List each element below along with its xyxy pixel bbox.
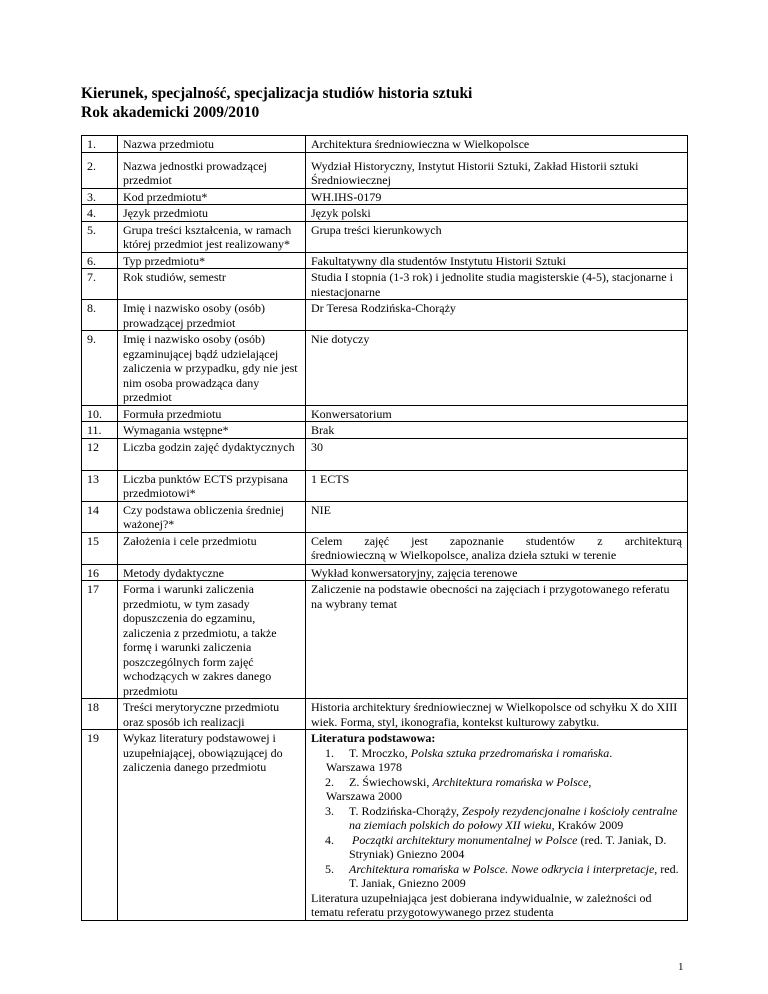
item-title: Początki architektury monumentalnej w Polsce (352, 832, 578, 847)
item-rest: , red. T. Janiak, Gniezno 2009 (349, 861, 679, 890)
row-label: Nazwa jednostki prowadzącej przedmiot (118, 152, 306, 188)
table-row (82, 331, 688, 406)
row-number: 13 (82, 470, 118, 501)
row-number: 2. (82, 152, 118, 188)
row-number: 4. (82, 205, 118, 222)
item-rest: (red. T. Janiak, D. Stryniak) Gniezno 2004 (349, 832, 667, 861)
literature-cell (306, 730, 688, 921)
row-label: Grupa treści kształcenia, w ramach której przedmiot jest realizowany* (118, 221, 306, 252)
row-label: Typ przedmiotu* (118, 252, 306, 269)
row-value (306, 532, 688, 564)
row-value: Konwersatorium (306, 405, 688, 422)
row-value: Historia architektury średniowiecznej w Wielkopolsce od schyłku X do XIII wiek. Forma, styl, ikonografia, kontekst kulturowy zabytku. (306, 699, 688, 730)
item-author: T. Mroczko, (349, 745, 411, 760)
row-label: Formuła przedmiotu (118, 405, 306, 422)
item-author: T. Rodzińska-Chorąży, (349, 803, 462, 818)
row-number: 7. (82, 269, 118, 300)
row-value: NIE (306, 501, 688, 532)
row-value: Wydział Historyczny, Instytut Historii Sztuki, Zakład Historii sztuki Średniowiecznej (306, 152, 688, 188)
row-number: 1. (82, 136, 118, 153)
item-number: 5. (325, 861, 334, 876)
table-row (82, 405, 688, 422)
table-row (82, 300, 688, 331)
item-rest: . (609, 745, 613, 760)
row-value: Architektura średniowieczna w Wielkopolsce (306, 136, 688, 153)
table-row (82, 581, 688, 699)
row-value: Zaliczenie na podstawie obecności na zajęciach i przygotowanego referatu na wybrany temat (306, 581, 688, 699)
table-row (82, 205, 688, 222)
course-info-table (81, 135, 688, 921)
table-row (82, 422, 688, 439)
row-number: 3. (82, 188, 118, 205)
row-value: Dr Teresa Rodzińska-Chorąży (306, 300, 688, 331)
title-line-1: Kierunek, specjalność, specjalizacja studiów historia sztuki (81, 85, 473, 102)
row-number: 10. (82, 405, 118, 422)
row-label: Treści merytoryczne przedmiotu oraz sposób ich realizacji (118, 699, 306, 730)
table-row (82, 699, 688, 730)
row-value: Język polski (306, 205, 688, 222)
list-item (311, 862, 682, 891)
row-label: Nazwa przedmiotu (118, 136, 306, 153)
row-label: Założenia i cele przedmiotu (118, 532, 306, 564)
item-title: Polska sztuka przedromańska i romańska (410, 745, 610, 760)
row-label: Imię i nazwisko osoby (osób) prowadzącej przedmiot (118, 300, 306, 331)
list-item (311, 775, 682, 804)
item-author: Z. Świechowski, (349, 774, 433, 789)
row-number: 6. (82, 252, 118, 269)
table-row (82, 501, 688, 532)
table-row (82, 730, 688, 921)
table-row (82, 470, 688, 501)
row-label: Kod przedmiotu* (118, 188, 306, 205)
row-value: WH.IHS-0179 (306, 188, 688, 205)
row-number: 17 (82, 581, 118, 699)
table-row (82, 188, 688, 205)
list-item (311, 804, 682, 833)
list-item (311, 746, 682, 775)
list-item (311, 833, 682, 862)
row-number: 19 (82, 730, 118, 921)
goals-line-2: średniowieczną w Wielkopolsce, analiza dzieła sztuki w terenie (311, 548, 617, 562)
item-rest: , Kraków 2009 (551, 818, 624, 832)
row-number: 5. (82, 221, 118, 252)
item-title: Architektura romańska w Polsce. Nowe odkrycia i interpretacje (349, 861, 655, 876)
row-value: Fakultatywny dla studentów Instytutu Historii Sztuki (306, 252, 688, 269)
row-label: Liczba punktów ECTS przypisana przedmiotowi* (118, 470, 306, 501)
table-row (82, 221, 688, 252)
page-number: 1 (678, 961, 684, 973)
table-row (82, 252, 688, 269)
row-value: 30 (306, 438, 688, 470)
table-row (82, 564, 688, 581)
row-number: 8. (82, 300, 118, 331)
item-title: Architektura romańska w Polsce (432, 774, 589, 789)
row-number: 12 (82, 438, 118, 470)
item-number: 4. (325, 832, 334, 847)
table-row (82, 438, 688, 470)
item-number: 2. (325, 774, 334, 789)
table-row (82, 532, 688, 564)
literature-heading: Literatura podstawowa: (311, 731, 436, 745)
row-number: 16 (82, 564, 118, 581)
item-title: Zespoły rezydencjonalne i kościoły centralne na ziemiach polskich do połowy XII wieku (349, 803, 678, 832)
row-label: Imię i nazwisko osoby (osób) egzaminującej bądź udzielającej zaliczenia w przypadku, gdy nie jest nim osoba prowadząca dany przedmiot (118, 331, 306, 406)
supplementary-literature: Literatura uzupełniająca jest dobierana indywidualnie, w zależności od tematu referatu przygotowywanego przez studenta (311, 890, 652, 919)
row-label: Metody dydaktyczne (118, 564, 306, 581)
row-value: Studia I stopnia (1-3 rok) i jednolite studia magisterskie (4-5), stacjonarne i niestacjonarne (306, 269, 688, 300)
goals-line-1: Celem zajęć jest zapoznanie studentów z architekturą (311, 533, 682, 548)
row-label: Język przedmiotu (118, 205, 306, 222)
row-label: Rok studiów, semestr (118, 269, 306, 300)
table-row (82, 269, 688, 300)
row-label: Forma i warunki zaliczenia przedmiotu, w tym zasady dopuszczenia do egzaminu, zaliczenia z przedmiotu, a także formę i warunki zaliczenia poszczególnych form zajęć wchodzących w zakres danego przedmiotu (118, 581, 306, 699)
row-number: 14 (82, 501, 118, 532)
row-label: Wymagania wstępne* (118, 422, 306, 439)
literature-list (311, 746, 682, 891)
row-value: Brak (306, 422, 688, 439)
row-label: Czy podstawa obliczenia średniej ważonej?* (118, 501, 306, 532)
row-value: Grupa treści kierunkowych (306, 221, 688, 252)
row-number: 11. (82, 422, 118, 439)
row-value: 1 ECTS (306, 470, 688, 501)
item-number: 3. (325, 803, 334, 818)
table-row (82, 136, 688, 153)
row-number: 15 (82, 532, 118, 564)
row-label: Wykaz literatury podstawowej i uzupełniającej, obowiązującej do zaliczenia danego przedmiotu (118, 730, 306, 921)
table-row (82, 152, 688, 188)
title-line-2: Rok akademicki 2009/2010 (81, 104, 260, 121)
item-continuation: Warszawa 2000 (326, 789, 403, 803)
item-rest: , (588, 774, 592, 789)
item-number: 1. (325, 745, 334, 760)
row-value: Nie dotyczy (306, 331, 688, 406)
row-number: 9. (82, 331, 118, 406)
row-value: Wykład konwersatoryjny, zajęcia terenowe (306, 564, 688, 581)
item-continuation: Warszawa 1978 (326, 760, 403, 774)
row-number: 18 (82, 699, 118, 730)
row-label: Liczba godzin zajęć dydaktycznych (118, 438, 306, 470)
document-title (81, 84, 472, 122)
